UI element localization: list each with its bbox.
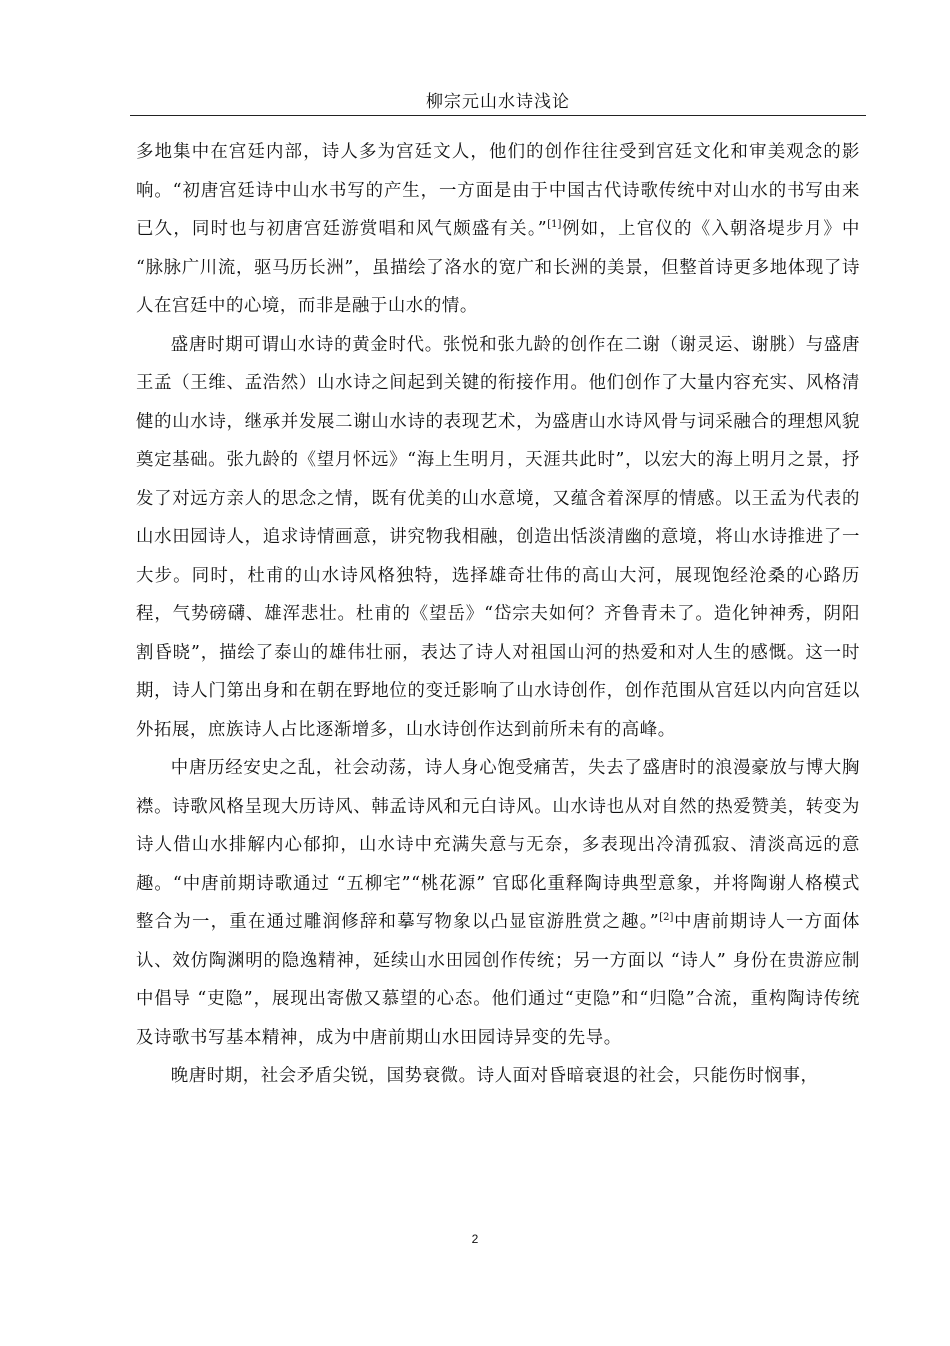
page-number: 2 bbox=[471, 1232, 479, 1246]
citation-marker: [2] bbox=[659, 912, 674, 924]
paragraph-text: 中唐前期诗人一方面体认、效仿陶渊明的隐逸精神，延续山水田园创作传统；另一方面以 “诗人” 身份在贵游应制中倡导 “吏隐”，展现出寄傲又慕望的心态。他们通过“吏隐”和“归隐”合流，重构陶诗传统及诗歌书写基本精神，成为中唐前期山水田园诗异变的先导。 bbox=[136, 912, 860, 1048]
paragraph-text: 例如，上官仪的《入朝洛堤步月》中 “脉脉广川流，驱马历长洲”，虽描绘了洛水的宽广和长洲的美景，但整首诗更多地体现了诗人在宫廷中的心境，而非是融于山水的情。 bbox=[136, 219, 860, 316]
paragraph-text: 盛唐时期可谓山水诗的黄金时代。张悦和张九龄的创作在二谢（谢灵运、谢朓）与盛唐王孟（王维、孟浩然）山水诗之间起到关键的衔接作用。他们创作了大量内容充实、风格清健的山水诗，继承并发展二谢山水诗的表现艺术，为盛唐山水诗风骨与词采融合的理想风貌奠定基础。张九龄的《望月怀远》“海上生明月，天涯共此时”，以宏大的海上明月之景，抒发了对远方亲人的思念之情，既有优美的山水意境，又蕴含着深厚的情感。以王孟为代表的山水田园诗人，追求诗情画意，讲究物我相融，创造出恬淡清幽的意境，将山水诗推进了一大步。同时，杜甫的山水诗风格独特，选择雄奇壮伟的高山大河，展现饱经沧桑的心路历程，气势磅礴、雄浑悲壮。杜甫的《望岳》“岱宗夫如何？齐鲁青未了。造化钟神秀，阴阳割昏晓”，描绘了泰山的雄伟壮丽，表达了诗人对祖国山河的热爱和对人生的感慨。这一时期，诗人门第出身和在朝在野地位的变迁影响了山水诗创作，创作范围从宫廷以内向宫廷以外拓展，庶族诗人占比逐渐增多，山水诗创作达到前所未有的高峰。 bbox=[136, 334, 860, 740]
paragraph-high-tang bbox=[136, 326, 860, 750]
paragraph-text: 多地集中在宫廷内部，诗人多为宫廷文人，他们的创作往往受到宫廷文化和审美观念的影响。“初唐宫廷诗中山水书写的产生，一方面是由于中国古代诗歌传统中对山水的书写由来已久，同时也与初唐宫廷游赏唱和风气颇盛有关。” bbox=[136, 142, 860, 239]
paragraph-mid-tang bbox=[136, 749, 860, 1057]
paragraph-late-tang bbox=[136, 1057, 860, 1096]
running-header-title: 柳宗元山水诗浅论 bbox=[426, 92, 570, 112]
paragraph-early-tang bbox=[136, 133, 860, 326]
body-text bbox=[136, 133, 860, 1096]
citation-marker: [1] bbox=[547, 219, 562, 231]
header-divider bbox=[130, 115, 866, 116]
paragraph-text: 晚唐时期，社会矛盾尖锐，国势衰微。诗人面对昏暗衰退的社会，只能伤时悯事， bbox=[170, 1066, 819, 1086]
paragraph-text: 中唐历经安史之乱，社会动荡，诗人身心饱受痛苦，失去了盛唐时的浪漫豪放与博大胸襟。诗歌风格呈现大历诗风、韩孟诗风和元白诗风。山水诗也从对自然的热爱赞美，转变为诗人借山水排解内心郁抑，山水诗中充满失意与无奈，多表现出冷清孤寂、清淡高远的意趣。“中唐前期诗歌通过 “五柳宅”“桃花源” 官邸化重释陶诗典型意象，并将陶谢人格模式整合为一，重在通过雕润修辞和摹写物象以凸显宦游胜赏之趣。” bbox=[136, 758, 860, 932]
